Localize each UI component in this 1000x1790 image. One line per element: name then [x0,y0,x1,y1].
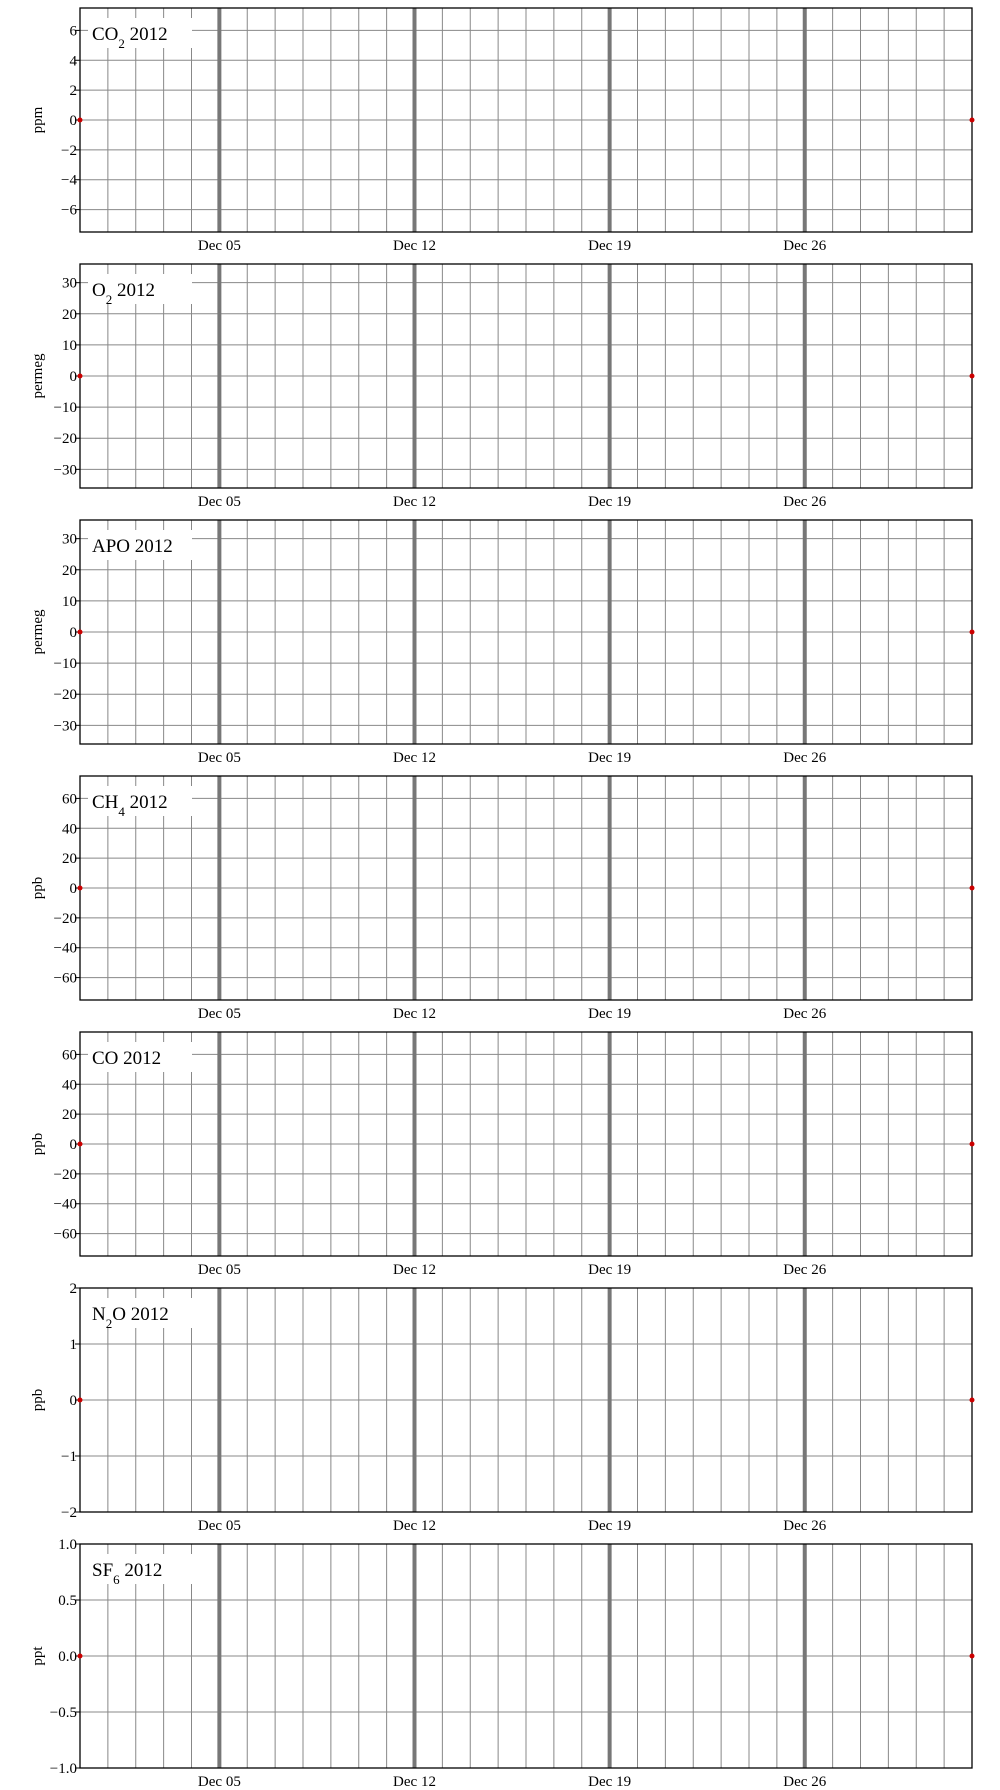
title-part: 6 [113,1571,120,1587]
xtick-label: Dec 19 [588,1006,632,1022]
chart-panel-4 [30,776,975,1022]
ytick-label: 0 [69,1137,77,1153]
ytick-label: −2 [61,142,77,159]
ytick-label: −10 [53,400,77,417]
data-point [78,886,83,891]
ytick-label: 20 [62,851,77,868]
title-part: O [92,280,106,301]
data-point [970,886,975,891]
xtick-label: Dec 05 [197,494,241,510]
ytick-label: −2 [61,1505,77,1521]
title-part: SF [92,1560,114,1581]
xtick-label: Dec 05 [197,1006,241,1022]
data-point [970,374,975,379]
ytick-label: 0.0 [58,1649,77,1665]
ytick-label: −4 [61,172,77,189]
ytick-label: −1.0 [49,1761,77,1777]
ytick-label: 30 [62,531,77,548]
ytick-label: −30 [53,462,77,479]
ytick-label: −20 [53,431,77,448]
chart-panel-2 [30,264,975,510]
xtick-label: Dec 12 [393,750,436,766]
data-point [970,1654,975,1659]
y-axis-label: ppt [30,1646,46,1666]
ytick-label: 20 [62,306,77,323]
xtick-label: Dec 19 [588,494,632,510]
chart-panel-5 [30,1032,975,1278]
ytick-label: 0 [69,881,77,897]
ytick-label: 60 [62,1047,77,1064]
xtick-label: Dec 05 [197,750,241,766]
ytick-label: −40 [53,1196,77,1213]
data-point [78,374,83,379]
data-point [970,1398,975,1403]
data-point [78,1654,83,1659]
ytick-label: 10 [62,337,77,354]
data-point [78,1142,83,1147]
xtick-label: Dec 26 [783,1774,827,1790]
title-part: 2012 [119,1560,163,1581]
xtick-label: Dec 12 [393,1006,436,1022]
xtick-label: Dec 12 [393,1518,436,1534]
title-part: 4 [118,803,125,819]
ytick-label: −30 [53,718,77,735]
xtick-label: Dec 26 [783,494,827,510]
xtick-label: Dec 19 [588,238,632,254]
ytick-label: 10 [62,593,77,610]
ytick-label: 1.0 [58,1537,77,1553]
xtick-label: Dec 26 [783,1006,827,1022]
title-part: 2 [105,291,113,307]
ytick-label: 0 [69,369,77,385]
xtick-label: Dec 05 [197,238,241,254]
chart-panel-3 [30,520,975,766]
ytick-label: −20 [53,1166,77,1183]
title-part: APO 2012 [92,536,173,557]
chart-title [92,536,173,557]
data-point [970,1142,975,1147]
y-axis-label: ppb [30,876,46,900]
xtick-label: Dec 19 [588,1518,632,1534]
y-axis-label: permeg [30,353,46,399]
ytick-label: 30 [62,275,77,292]
ytick-label: 60 [62,791,77,808]
xtick-label: Dec 26 [783,1518,827,1534]
ytick-label: 20 [62,1107,77,1124]
chart-panel-6 [30,1281,975,1534]
chart-panel-7 [30,1537,975,1790]
ytick-label: 40 [62,821,77,838]
ytick-label: −60 [53,1226,77,1243]
title-part: O 2012 [112,1304,169,1325]
y-axis-label: permeg [30,609,46,655]
data-point [78,630,83,635]
ytick-label: −6 [61,202,77,219]
title-part: CH [92,792,119,813]
xtick-label: Dec 19 [588,750,632,766]
xtick-label: Dec 19 [588,1774,632,1790]
ytick-label: 6 [69,23,77,40]
title-part: 2012 [124,792,168,813]
xtick-label: Dec 12 [393,1262,436,1278]
data-point [970,630,975,635]
ytick-label: 1 [69,1337,77,1353]
xtick-label: Dec 05 [197,1262,241,1278]
data-point [78,118,83,123]
ytick-label: 20 [62,562,77,579]
ytick-label: 0 [69,113,77,129]
xtick-label: Dec 26 [783,750,827,766]
title-part: N [92,1304,106,1325]
data-point [78,1398,83,1403]
xtick-label: Dec 05 [197,1518,241,1534]
ytick-label: 0 [69,1393,77,1409]
title-part: CO [92,24,119,45]
xtick-label: Dec 12 [393,1774,436,1790]
ytick-label: −0.5 [49,1705,77,1721]
ytick-label: −20 [53,687,77,704]
title-part: 2012 [112,280,155,301]
ytick-label: −10 [53,656,77,673]
ytick-label: 2 [69,83,77,100]
y-axis-label: ppb [30,1132,46,1156]
data-point [970,118,975,123]
y-axis-label: ppm [30,106,46,134]
chart-panel-1 [30,8,975,254]
xtick-label: Dec 12 [393,238,436,254]
ytick-label: 2 [69,1281,77,1297]
title-part: CO 2012 [92,1048,162,1069]
title-part: 2 [105,1315,113,1331]
xtick-label: Dec 05 [197,1774,241,1790]
ytick-label: 0.5 [58,1593,77,1609]
title-part: 2 [118,35,125,51]
chart-title [92,1048,161,1069]
y-axis-label: ppb [30,1388,46,1412]
ytick-label: 4 [69,53,77,70]
xtick-label: Dec 12 [393,494,436,510]
ytick-label: 40 [62,1077,77,1094]
xtick-label: Dec 26 [783,1262,827,1278]
ytick-label: 0 [69,625,77,641]
ytick-label: −1 [61,1449,77,1465]
xtick-label: Dec 19 [588,1262,632,1278]
xtick-label: Dec 26 [783,238,827,254]
ytick-label: −20 [53,910,77,927]
ytick-label: −40 [53,940,77,957]
title-part: 2012 [124,24,168,45]
ytick-label: −60 [53,970,77,987]
